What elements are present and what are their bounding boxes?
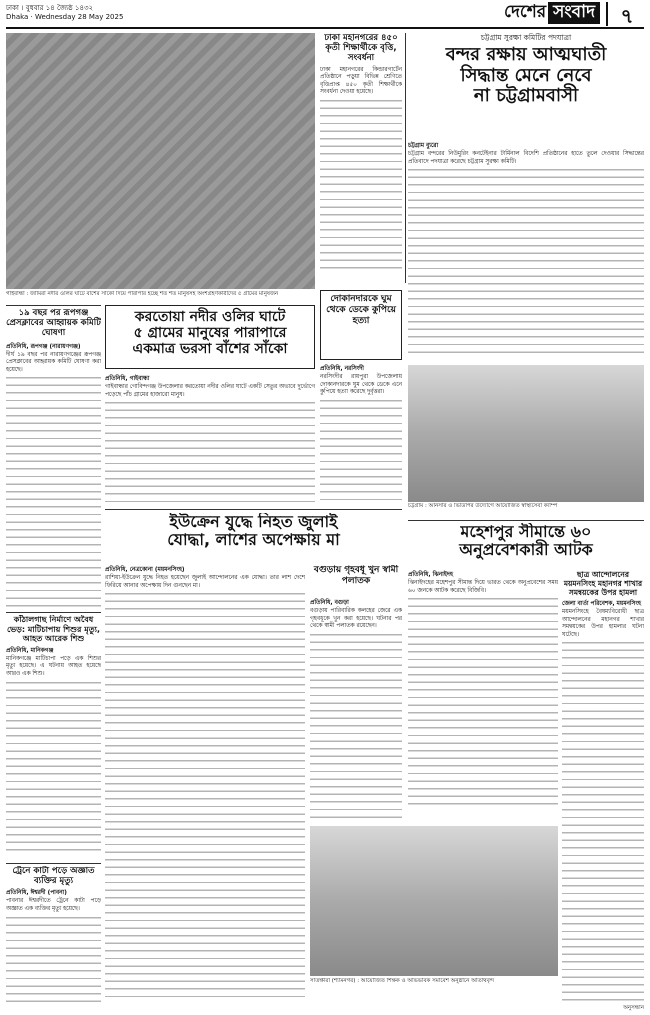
karatoya-text: গাইবান্ধার গোবিন্দগঞ্জ উপজেলার করতোয়া নদীর ওলির ঘাটে একটি সেতুর অভাবে দুর্ভোগে পড়েছে পাঁচ গ্রামের হাজারো মানুষ। <box>105 384 315 398</box>
karatoya-body <box>105 374 315 504</box>
maheshpur-text: ঝিনাইদহের মহেশপুর সীমান্ত দিয়ে ভারত থেকে অনুপ্রবেশের সময় ৬০ জনকে আটক করেছে বিজিবি। <box>408 580 558 594</box>
karatoya-byline: প্রতিনিধি, গাইবান্ধা <box>105 376 150 382</box>
shopkeeper-headline-box <box>320 290 402 360</box>
wall-collapse-story <box>6 615 101 860</box>
dateline-en: Dhaka · Wednesday 28 May 2025 <box>6 13 124 21</box>
ukraine-headline-line-1: ইউক্রেন যুদ্ধে নিহত জুলাই <box>169 513 338 531</box>
shopkeeper-text: নরসিংদীর রায়পুরা উপজেলায় দোকানদারকে ঘুম থেকে ডেকে এনে কুপিয়ে হত্যা করেছে দুর্বৃত্তরা। <box>320 374 402 396</box>
bogura-headline: বগুড়ায় গৃহবধূ খুন স্বামী পলাতক <box>313 565 399 586</box>
page-number: ৭ <box>606 2 646 26</box>
shopkeeper-body <box>320 364 402 504</box>
ctg-kicker: চট্টগ্রাম সুরক্ষা কমিটির পদযাত্রা <box>480 33 572 42</box>
bridge-photo <box>6 33 315 289</box>
ukraine-text: রাশিয়া-ইউক্রেন যুদ্ধে নিহত হয়েছেন জুলাই আন্দোলনের এক যোদ্ধা। তার লাশ দেশে ফিরিয়ে আনার অপেক্ষায় দিন গুনছেন মা। <box>105 575 305 589</box>
ctg-headline-line-2: সিদ্ধান্ত মেনে নেবে <box>460 64 592 86</box>
bogura-byline: প্রতিনিধি, বগুড়া <box>310 600 349 606</box>
maheshpur-headline-line-1: মহেশপুর সীমান্তে ৬০ <box>460 523 592 541</box>
wall-collapse-byline: প্রতিনিধি, মানিকগঞ্জ <box>6 647 54 654</box>
maheshpur-byline: প্রতিনিধি, ঝিনাইদহ <box>408 572 453 578</box>
karatoya-headline-line-1: করতোয়া নদীর ওলির ঘাটে <box>134 309 286 325</box>
ukraine-headline-block <box>105 513 402 561</box>
shopkeeper-headline: দোকানদারকে ঘুম থেকে ডেকে কুপিয়ে হত্যা <box>326 294 396 326</box>
wall-collapse-text: মানিকগঞ্জে মাটিচাপা পড়ে এক শিশুর মৃত্যু হয়েছে। এ ঘটনায় আহত হয়েছে আরও এক শিশু। <box>6 655 101 677</box>
rupganj-headline: ১৯ বছর পর রূপগঞ্জ প্রেসক্লাবের আহ্বায়ক কমিটি ঘোষণা <box>6 308 101 339</box>
footer-note: অনুসন্ধান <box>623 1005 644 1011</box>
bogura-headline-block <box>310 565 402 595</box>
maheshpur-body <box>408 570 558 815</box>
ctg-headline-line-1: বন্দর রক্ষায় আত্মঘাতী <box>445 44 607 65</box>
ukraine-headline-line-2: যোদ্ধা, লাশের অপেক্ষায় মা <box>167 530 340 550</box>
masthead-word-1: দেশের <box>504 2 547 22</box>
education-text: ঢাকা মহানগরের কিন্ডারগার্টেন প্রতিষ্ঠানে পড়ুয়া বিভিন্ন শ্রেণিতে বৃত্তিপ্রাপ্ত ৪৫০ কৃতী শিক্ষার্থীকে সংবর্ধনা দেওয়া হয়েছে। <box>320 66 402 96</box>
train-byline: প্রতিনিধি, ঈশ্বরদী (পাবনা) <box>6 890 67 897</box>
bogura-body <box>310 598 402 823</box>
ctg-headline-block <box>408 33 644 141</box>
health-camp-photo <box>408 365 644 502</box>
header-rule <box>6 27 644 29</box>
student-attack-headline: ছাত্র আন্দোলনের ময়মনসিংহ মহানগর শাখার সমন্বয়কের উপর হামলা <box>563 570 643 597</box>
student-attack-text: ময়মনসিংহে বৈষম্যবিরোধী ছাত্র আন্দোলনের মহানগর শাখার সমন্বয়কের উপর হামলার ঘটনা ঘটেছে। <box>562 609 644 638</box>
train-text: পাবনার ঈশ্বরদীতে ট্রেনে কাটা পড়ে অজ্ঞাত এক ব্যক্তির মৃত্যু হয়েছে। <box>6 898 101 912</box>
ctg-byline: চট্টগ্রাম ব্যুরো <box>408 143 439 149</box>
dateline-bn: ঢাকা । বুধবার ১৪ জ্যৈষ্ঠ ১৪৩২ <box>6 4 94 12</box>
karatoya-headline-line-3: একমাত্র ভরসা বাঁশের সাঁকো <box>132 341 288 358</box>
ukraine-body <box>105 565 305 1005</box>
ctg-text: চট্টগ্রাম বন্দরের নিউমুরিং কনটেইনার টার্মিনাল বিদেশি প্রতিষ্ঠানের হাতে তুলে দেওয়ার সিদ্ধান্তের প্রতিবাদে পদযাত্রা করেছে চট্টগ্রাম সুরক্ষা কমিটি। <box>408 151 644 165</box>
train-story <box>6 866 101 1006</box>
train-headline: ট্রেনে কাটা পড়ে অজ্ঞাত ব্যক্তির মৃত্যু <box>12 866 95 887</box>
student-attack-story <box>562 570 644 1005</box>
wall-collapse-headline: কাঁঠালগাছ নির্মাণে অবৈধ ভেড়: মাটিচাপায় শিশুর মৃত্যু, আহত আরেক শিশু <box>6 615 101 644</box>
shopkeeper-byline: প্রতিনিধি, নরসিংদী <box>320 366 364 372</box>
karatoya-headline-line-2: ৫ গ্রামের মানুষের পারাপারে <box>133 325 287 342</box>
masthead-word-2: সংবাদ <box>548 2 600 24</box>
bridge-photo-caption: গাইবান্ধা : জামিরা নদীর ওলির ঘাটে বাঁশের সাঁকো দিয়ে পারাপার হচ্ছে শত শত মানুষসহ অংশগ্রহণকারীদের ৫ গ্রামের মানুষজন <box>6 291 279 297</box>
event-photo <box>310 826 558 976</box>
event-photo-caption: সাতক্ষীরা (শ্যামনগর) : আয়োজিত শিক্ষক ও অভিভাবক সমাবেশ অনুষ্ঠানে অতিথিবৃন্দ <box>310 978 495 984</box>
bogura-text: বগুড়ায় পারিবারিক কলহের জেরে এক গৃহবধূকে খুন করা হয়েছে। ঘটনার পর থেকে স্বামী পলাতক রয়েছেন। <box>310 608 402 630</box>
dateline <box>6 4 123 22</box>
ctg-body <box>408 141 644 361</box>
masthead <box>400 2 600 24</box>
rupganj-story <box>6 308 101 608</box>
maheshpur-headline-line-2: অনুপ্রবেশকারী আটক <box>459 540 593 560</box>
student-attack-byline: জেলা বার্তা পরিবেশক, ময়মনসিংহ <box>562 601 641 607</box>
education-headline: ঢাকা মহানগরের ৪৫০ কৃতী শিক্ষার্থীকে বৃত্তি, সংবর্ধনা <box>324 33 398 64</box>
maheshpur-headline-block <box>408 523 644 565</box>
health-camp-caption: চট্টগ্রাম : আনসার ও ভিডিপির উদ্যোগে আয়োজিত স্বাস্থ্যসেবা ক্যাম্প <box>408 503 558 509</box>
ukraine-byline: প্রতিনিধি, নেত্রকোনা (ময়মনসিংহ) <box>105 567 185 573</box>
karatoya-headline-box <box>105 305 315 369</box>
rupganj-text: দীর্ঘ ১৯ বছর পর নারায়ণগঞ্জের রূপগঞ্জ প্রেসক্লাবের আহ্বায়ক কমিটি ঘোষণা করা হয়েছে। <box>6 351 101 373</box>
rupganj-byline: প্রতিনিধি, রূপগঞ্জ (নারায়ণগঞ্জ) <box>6 343 81 350</box>
education-story <box>320 33 402 283</box>
ctg-headline-line-3: না চট্টগ্রামবাসী <box>473 85 579 107</box>
